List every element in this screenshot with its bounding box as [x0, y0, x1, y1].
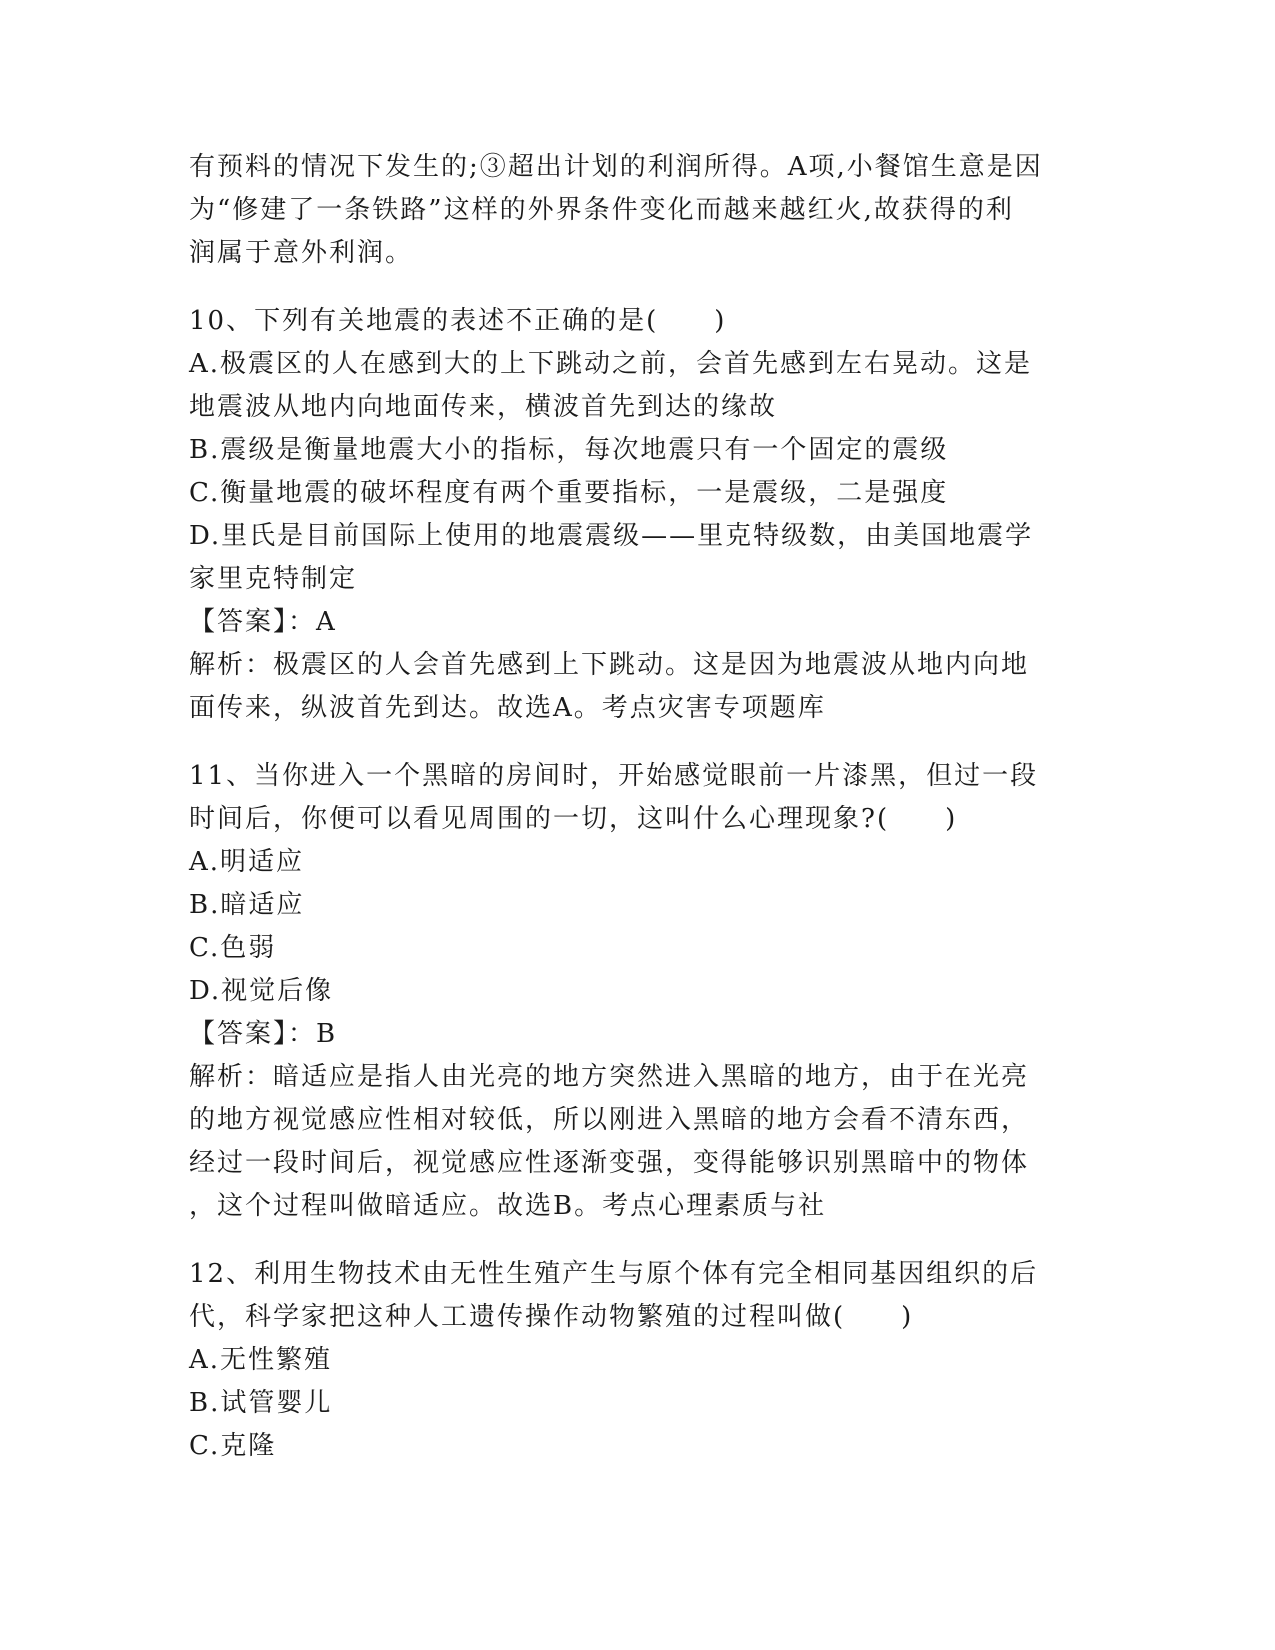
answer: 【答案】：B	[189, 1019, 338, 1049]
option-a: A.无性繁殖	[189, 1345, 333, 1375]
paragraph-spacer	[189, 275, 1089, 300]
option-a: A.明适应	[189, 847, 305, 877]
option-c: C.衡量地震的破坏程度有两个重要指标，一是震级，二是强度	[189, 478, 949, 508]
answer: 【答案】：A	[189, 607, 337, 637]
text-line: 润属于意外利润。	[189, 238, 414, 268]
option-a: A.极震区的人在感到大的上下跳动之前，会首先感到左右晃动。这是	[189, 349, 1033, 379]
intro-paragraph	[189, 146, 1089, 275]
option-d-continued: 家里克特制定	[189, 564, 358, 594]
option-b: B.暗适应	[189, 890, 305, 920]
question-text-continued: 时间后，你便可以看见周围的一切，这叫什么心理现象?( )	[189, 804, 958, 834]
question-10	[189, 300, 1089, 730]
question-11	[189, 755, 1089, 1228]
question-12	[189, 1253, 1089, 1468]
text-line: 有预料的情况下发生的;③超出计划的利润所得。A项,小餐馆生意是因	[189, 152, 1043, 182]
analysis-continued: 的地方视觉感应性相对较低，所以刚进入黑暗的地方会看不清东西，	[189, 1105, 1030, 1135]
analysis-continued: 面传来，纵波首先到达。故选A。考点灾害专项题库	[189, 693, 826, 723]
option-d: D.视觉后像	[189, 976, 334, 1006]
analysis: 解析：极震区的人会首先感到上下跳动。这是因为地震波从地内向地	[189, 650, 1030, 680]
document-body	[189, 146, 1089, 1468]
option-c: C.克隆	[189, 1431, 277, 1461]
text-line: 为“修建了一条铁路”这样的外界条件变化而越来越红火,故获得的利	[189, 195, 1014, 225]
option-b: B.震级是衡量地震大小的指标，每次地震只有一个固定的震级	[189, 435, 949, 465]
analysis-continued: 经过一段时间后，视觉感应性逐渐变强，变得能够识别黑暗中的物体	[189, 1148, 1030, 1178]
paragraph-spacer	[189, 730, 1089, 755]
question-text: 11、当你进入一个黑暗的房间时，开始感觉眼前一片漆黑，但过一段	[189, 761, 1039, 791]
option-c: C.色弱	[189, 933, 277, 963]
analysis-continued: ，这个过程叫做暗适应。故选B。考点心理素质与社	[189, 1191, 827, 1221]
option-b: B.试管婴儿	[189, 1388, 333, 1418]
paragraph-spacer	[189, 1228, 1089, 1253]
option-a-continued: 地震波从地内向地面传来，横波首先到达的缘故	[189, 392, 778, 422]
question-text: 12、利用生物技术由无性生殖产生与原个体有完全相同基因组织的后	[189, 1259, 1039, 1289]
analysis: 解析：暗适应是指人由光亮的地方突然进入黑暗的地方，由于在光亮	[189, 1062, 1030, 1092]
question-text: 10、下列有关地震的表述不正确的是( )	[189, 306, 727, 336]
option-d: D.里氏是目前国际上使用的地震震级——里克特级数，由美国地震学	[189, 521, 1034, 551]
question-text-continued: 代，科学家把这种人工遗传操作动物繁殖的过程叫做( )	[189, 1302, 914, 1332]
